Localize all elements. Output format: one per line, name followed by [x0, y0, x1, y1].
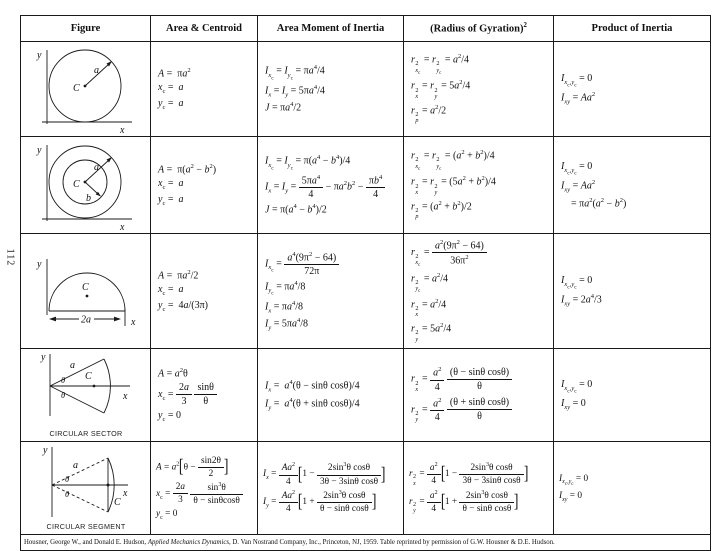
table-row-hollow-circle [21, 137, 711, 234]
x-axis-label: x [122, 391, 127, 403]
radius-of-gyration-cell: r 2 $x_c$ = $\frac{a^2(9\pi^2 - 64)}{36\pi^2}$ r 2 $y_c$ = $a^2/4$ r 2 x = $a^2/4$ r 2 y = $5a^2/4$ [404, 234, 554, 349]
circular-sector-figure [24, 350, 148, 440]
circle-figure [27, 44, 145, 134]
centroid-label: C [113, 497, 121, 509]
column-header-product-of-inertia: Product of Inertia [554, 16, 711, 42]
area-centroid-cell: $A = \pi a^2$ $x_c = a$ $y_c = a$ [151, 42, 258, 137]
y-axis-label: y [36, 50, 41, 61]
table-row-semicircle [21, 234, 711, 349]
radius-a-label: a [69, 360, 75, 372]
area-centroid-cell: $A = a^2\theta$ $x_c$ = $\frac{2a}{3}$ $\frac{\sin\theta}{\theta}$ $y_c = 0$ [151, 349, 258, 442]
moment-of-inertia-cell: $I_x$ = $\frac{Aa^2}{4}$ [1 − $\frac{2\sin^3\theta \cos\theta}{\text{3θ − 3sinθ cosθ}}$ ] $I_y$ = $\frac{Aa^2}{4}$ [1 + $\frac{2\sin^3\theta \cos\theta}{\text{θ − sinθ cosθ}}$ ] [258, 442, 404, 535]
column-header-figure: Figure [21, 16, 151, 42]
y-axis-label: y [36, 145, 41, 156]
diameter-2a-label: 2a [80, 314, 91, 326]
radius-of-gyration-cell: r 2 x = $\frac{a^2}{4}$ $\frac{\text{(θ − sinθ cosθ)}}{\theta}$ r 2 y = $\frac{a^2}{4}$ $\frac{\text{(θ + sinθ cosθ)}}{\theta}$ [404, 349, 554, 442]
moment-of-inertia-cell: $I_{x_c} = I_{y_c} = \pi(a^4 - b^4)/4$ $I_x = I_y$ = $\frac{5\pi a^4}{4}$ − $\pi a^2b^2$ − $\frac{\pi b^4}{4}$ $J = \pi(a^4 - b^4)/2$ [258, 137, 404, 234]
figure-caption: CIRCULAR SECTOR [48, 429, 123, 439]
radius-of-gyration-cell: r 2 $x_c$ = r 2 $y_c$ = $a^2/4$ r 2 x = r 2 y = $5a^2/4$ r 2 p = $a^2/2$ [404, 42, 554, 137]
x-axis-label: x [119, 222, 124, 233]
centroid-label: C [72, 83, 80, 94]
radius-of-gyration-cell: r 2 $x_c$ = r 2 $y_c$ = $(a^2 + b^2)/4$ r 2 x = r 2 y = $(5a^2 + b^2)/4$ r 2 p = $(a^2 + b^2)/2$ [404, 137, 554, 234]
centroid-label: C [81, 282, 89, 294]
radius-of-gyration-cell: r 2 x = $\frac{a^2}{4}$ [1 − $\frac{2\sin^3\theta \cos\theta}{\text{3θ − 3sinθ cosθ}}$ ] r 2 y = $\frac{a^2}{4}$ [1 + $\frac{2\sin^3\theta \cos\theta}{\text{θ − sinθ cosθ}}$ ] [404, 442, 554, 535]
centroid-label: C [84, 371, 92, 383]
area-centroid-cell: $A = \pi a^2/2$ $x_c = a$ $y_c = 4a/(3\pi)$ [151, 234, 258, 349]
citation [21, 535, 711, 551]
footnote-row [21, 535, 711, 551]
theta-lower-label: θ [64, 489, 69, 500]
y-axis-label: y [42, 445, 47, 457]
header-row [21, 16, 711, 42]
citation-book-title: Applied Mechanics Dynamics [147, 539, 229, 547]
product-of-inertia-cell: $I_{x_c,y_c} = 0$ $I_{xy} = 2a^4/3$ [554, 234, 711, 349]
table-row-circular-segment [21, 442, 711, 535]
y-axis-label: y [40, 352, 45, 364]
theta-upper-label: θ [60, 375, 65, 386]
x-axis-label: x [119, 125, 124, 136]
product-of-inertia-cell: $I_{x_c,y_c} = 0$ $I_{xy} = 0$ [554, 349, 711, 442]
product-of-inertia-cell: $I_{x_c,y_c} = 0$ $I_{xy} = 0$ [554, 442, 711, 535]
figure-cell-circular-sector [21, 349, 151, 442]
column-header-radius-of-gyration: (Radius of Gyration)$^2$ [404, 16, 554, 42]
figure-cell-semicircle [21, 234, 151, 349]
table-row-circular-sector [21, 349, 711, 442]
radius-a-label: a [72, 460, 78, 472]
theta-lower-label: θ [60, 390, 65, 401]
section-properties-table [20, 15, 711, 551]
figure-cell-circle [21, 42, 151, 137]
hollow-circle-figure [27, 139, 145, 231]
theta-upper-label: θ [64, 474, 69, 485]
semicircle-figure [27, 251, 145, 331]
figure-caption: CIRCULAR SEGMENT [45, 522, 126, 532]
page-number: 112 [4, 248, 16, 267]
citation-authors: Housner, George W., and Donald E. Hudson, [24, 539, 148, 547]
column-header-area-centroid: Area & Centroid [151, 16, 258, 42]
product-of-inertia-cell: $I_{x_c,y_c} = 0$ $I_{xy} = Aa^2$ = $\pi a^2(a^2 - b^2)$ [554, 137, 711, 234]
citation-publisher: , D. Van Nostrand Company, Inc., Princeton, NJ, 1959. Table reprinted by permission of G.W. Housner & D.E. Hudson. [229, 539, 555, 547]
centroid-label: C [72, 179, 80, 190]
moment-of-inertia-cell: $I_x = a^4(\theta - \sin\theta$ cosθ)/4 $I_y = a^4(\theta + \sin\theta$ cosθ)/4 [258, 349, 404, 442]
inner-radius-b-label: b [85, 193, 91, 204]
y-axis-label: y [36, 259, 41, 271]
moment-of-inertia-cell: $I_{x_c} = I_{y_c} = \pi a^4/4$ $I_x = I_y = 5\pi a^4/4$ $J = \pi a^4/2$ [258, 42, 404, 137]
radius-a-label: a [93, 65, 99, 76]
moment-of-inertia-cell: $I_{x_c}$ = $\frac{a^4(9\pi^2 - 64)}{72\pi}$ $I_{y_c} = \pi a^4/8$ $I_x = \pi a^4/8$ $I_y = 5\pi a^4/8$ [258, 234, 404, 349]
column-header-area-moment-of-inertia: Area Moment of Inertia [258, 16, 404, 42]
figure-cell-circular-segment [21, 442, 151, 535]
area-centroid-cell: $A = a^2[\theta$ − $\frac{\sin 2\theta}{2}$ ] $x_c$ = $\frac{2a}{3}$ $\frac{\sin^3\theta}{\theta - \sin\theta\cos\theta}$ $y_c = 0$ [151, 442, 258, 535]
circular-segment-figure [24, 443, 148, 533]
table-row-circle [21, 42, 711, 137]
outer-radius-a-label: a [93, 162, 99, 173]
area-centroid-cell: $A = \pi(a^2 - b^2)$ $x_c = a$ $y_c = a$ [151, 137, 258, 234]
product-of-inertia-cell: $I_{x_c,y_c} = 0$ $I_{xy} = Aa^2$ [554, 42, 711, 137]
x-axis-label: x [122, 488, 127, 500]
x-axis-label: x [130, 317, 135, 329]
figure-cell-hollow-circle [21, 137, 151, 234]
